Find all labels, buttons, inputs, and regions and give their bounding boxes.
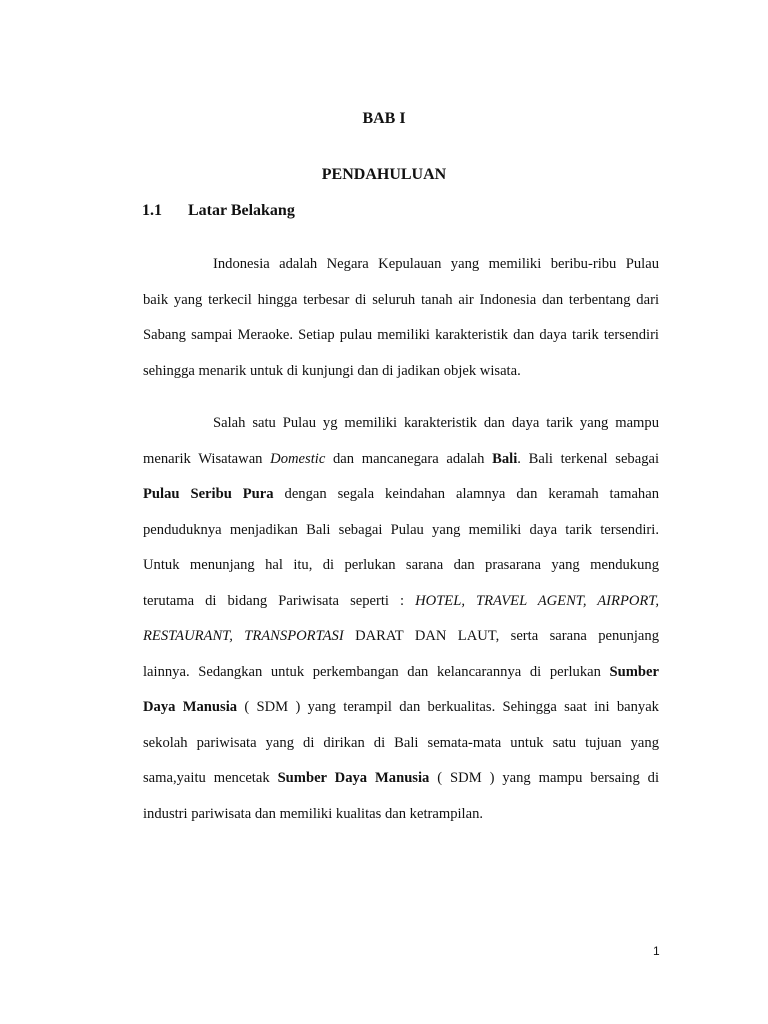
paragraph-2-line-2: [143, 442, 659, 478]
italic-term-domestic: Domestic: [270, 450, 326, 467]
text-run: menarik Wisatawan: [143, 450, 263, 467]
section-title: Latar Belakang: [188, 202, 295, 219]
paragraph-2-line-4: penduduknya menjadikan Bali sebagai Pulau yang memiliki daya tarik tersendiri.: [143, 521, 659, 538]
text-run: ( SDM ) yang terampil dan berkualitas. Sehingga saat ini banyak: [244, 699, 659, 715]
chapter-title: PENDAHULUAN: [321, 166, 447, 183]
text-run: ( SDM ) yang mampu bersaing di: [437, 770, 660, 786]
section-number: 1.1: [142, 202, 162, 219]
paragraph-2-line-5: Untuk menunjang hal itu, di perlukan sarana dan prasarana yang mendukung: [143, 557, 659, 573]
bold-term-pulau-seribu-pura: Pulau Seribu Pura: [143, 486, 274, 502]
paragraph-2-line-9: [143, 690, 659, 726]
paragraph-1-line-4: sehingga menarik untuk di kunjungi dan di jadikan objek wisata.: [143, 362, 521, 379]
page-number: 1: [653, 944, 660, 958]
paragraph-2-line-11: [143, 761, 659, 797]
text-run: terutama di bidang Pariwisata seperti :: [143, 592, 405, 609]
paragraph-1-line-2: baik yang terkecil hingga terbesar di seluruh tanah air Indonesia dan terbentang dari: [143, 291, 659, 308]
paragraph-2-line-3: [143, 477, 659, 513]
text-run: DARAT DAN LAUT, serta sarana penunjang: [355, 628, 660, 644]
chapter-number: BAB I: [362, 110, 406, 127]
paragraph-1: [143, 247, 659, 389]
text-run: dengan segala keindahan alamnya dan keramah tamahan: [284, 486, 659, 502]
paragraph-2-line-6: [143, 584, 659, 620]
italic-term-list: HOTEL, TRAVEL AGENT, AIRPORT,: [415, 592, 659, 609]
paragraph-2-line-1: Salah satu Pulau yg memiliki karakteristik dan daya tarik yang mampu: [213, 415, 659, 431]
text-run: dan mancanegara adalah: [332, 450, 485, 467]
paragraph-2-line-7: [143, 619, 659, 655]
paragraph-2-line-12: industri pariwisata dan memiliki kualitas dan ketrampilan.: [143, 805, 484, 822]
paragraph-1-line-1: Indonesia adalah Negara Kepulauan yang memiliki beribu-ribu Pulau: [213, 256, 659, 272]
bold-term-sdm: Sumber Daya Manusia: [277, 770, 430, 786]
bold-term-bali: Bali: [492, 450, 518, 467]
text-run: lainnya. Sedangkan untuk perkembangan dan kelancarannya di perlukan: [143, 663, 601, 680]
italic-term-list-cont: RESTAURANT, TRANSPORTASI: [143, 628, 344, 644]
bold-term-daya-manusia: Daya Manusia: [143, 699, 238, 715]
text-run: . Bali terkenal sebagai: [517, 450, 660, 467]
section-heading: [142, 202, 295, 220]
paragraph-2: [143, 406, 659, 832]
bold-term-sumber: Sumber: [609, 663, 659, 680]
paragraph-2-line-8: [143, 655, 659, 691]
text-run: sama,yaitu mencetak: [143, 770, 270, 786]
paragraph-1-line-3: Sabang sampai Meraoke. Setiap pulau memiliki karakteristik dan daya tarik tersendiri: [143, 327, 659, 343]
paragraph-2-line-10: sekolah pariwisata yang di dirikan di Bali semata-mata untuk satu tujuan yang: [143, 734, 659, 751]
